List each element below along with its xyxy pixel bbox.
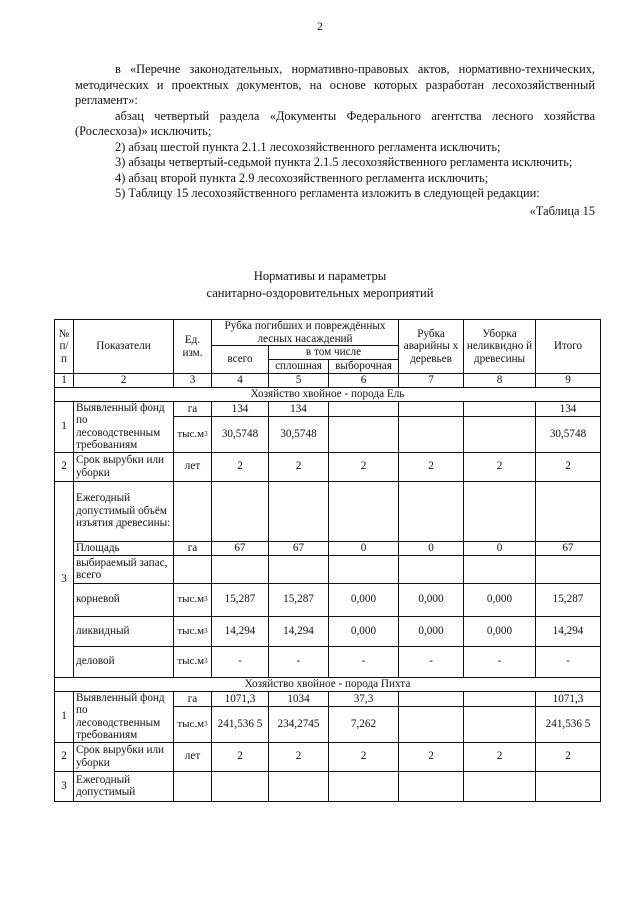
header-total-all: всего [212, 346, 269, 374]
cell: 2 [269, 452, 329, 481]
paragraph: 5) Таблицу 15 лесохозяйственного регламента изложить в следующей редакции: [115, 186, 540, 200]
paragraph: 4) абзац второй пункта 2.9 лесохозяйственного регламента исключить; [115, 170, 489, 185]
cell: 0,000 [329, 583, 399, 616]
cell: 30,5748 [536, 417, 601, 452]
cell: 37,3 [329, 691, 399, 707]
cell [399, 691, 464, 707]
cell: 0,000 [329, 616, 399, 646]
cell: - [329, 646, 399, 677]
label-business: деловой [74, 646, 174, 677]
cell: 2 [269, 742, 329, 771]
body-text [75, 62, 595, 219]
table-reference: «Таблица 15 [529, 203, 595, 218]
cell: 30,5748 [212, 417, 269, 452]
cell: 2 [536, 452, 601, 481]
col-number: 5 [269, 374, 329, 388]
cell: 7,262 [329, 707, 399, 742]
unit-years: лет [174, 452, 212, 481]
paragraph: 2) абзац шестой пункта 2.1.1 лесохозяйственного регламента исключить; [115, 139, 501, 154]
cell: 2 [399, 452, 464, 481]
cell: 241,536 5 [536, 707, 601, 742]
col-number: 4 [212, 374, 269, 388]
col-number: 9 [536, 374, 601, 388]
col-number: 7 [399, 374, 464, 388]
cell: 67 [212, 541, 269, 555]
label-fund: Выявленный фонд по лесоводственным требованиям [74, 691, 174, 742]
row-num: 2 [55, 742, 74, 771]
cell: 30,5748 [269, 417, 329, 452]
label-deadline: Срок вырубки или уборки [74, 452, 174, 481]
cell [399, 401, 464, 417]
cell [464, 691, 536, 707]
cell: 15,287 [212, 583, 269, 616]
cell: 1071,3 [536, 691, 601, 707]
unit-ha: га [174, 401, 212, 417]
table-title [0, 268, 640, 302]
header-selective: выборочная [329, 360, 399, 374]
cell: 2 [212, 452, 269, 481]
unit-m3: тыс.м3 [174, 646, 212, 677]
unit-years: лет [174, 742, 212, 771]
col-number: 3 [174, 374, 212, 388]
col-number: 6 [329, 374, 399, 388]
unit-m3: тыс.м3 [174, 707, 212, 742]
cell [464, 417, 536, 452]
label-area: Площадь [74, 541, 174, 555]
cell: 0,000 [399, 616, 464, 646]
paragraph: абзац четвертый раздела «Документы Федерального агентства лесного хозяйства (Рослесхоза)» исключить; [75, 108, 595, 138]
cell: 2 [329, 452, 399, 481]
unit-m3: тыс.м3 [174, 616, 212, 646]
header-felling-dead: Рубка погибших и повреждённых лесных насаждений [212, 320, 399, 346]
cell: 15,287 [269, 583, 329, 616]
col-number: 1 [55, 374, 74, 388]
header-unit: Ед. изм. [174, 320, 212, 374]
unit-ha: га [174, 541, 212, 555]
col-number: 2 [74, 374, 174, 388]
unit-ha: га [174, 691, 212, 707]
label-annual: Ежегодный допустимый объём изъятия древесины: [74, 481, 174, 541]
unit-m3: тыс.м3 [174, 583, 212, 616]
label-stock: выбираемый запас, всего [74, 555, 174, 583]
header-solid: сплошная [269, 360, 329, 374]
cell: 0 [464, 541, 536, 555]
section-fir: Хозяйство хвойное - порода Пихта [55, 677, 601, 691]
header-num: № п/ п [55, 320, 74, 374]
cell: 241,536 5 [212, 707, 269, 742]
cell: 0,000 [399, 583, 464, 616]
label-annual-short: Ежегодный допустимый [74, 771, 174, 801]
header-indicator: Показатели [74, 320, 174, 374]
cell [399, 707, 464, 742]
cell: 2 [212, 742, 269, 771]
page-number: 2 [317, 19, 323, 33]
label-liquid: ликвидный [74, 616, 174, 646]
cell: 2 [329, 742, 399, 771]
header-cleanup: Уборка неликвидно й древесины [464, 320, 536, 374]
cell: 0 [329, 541, 399, 555]
cell: 134 [212, 401, 269, 417]
cell: - [399, 646, 464, 677]
col-number: 8 [464, 374, 536, 388]
header-including: в том числе [269, 346, 399, 360]
cell: - [269, 646, 329, 677]
row-num: 2 [55, 452, 74, 481]
cell: 134 [269, 401, 329, 417]
cell: 1071,3 [212, 691, 269, 707]
cell [464, 707, 536, 742]
cell: 0,000 [464, 616, 536, 646]
label-root: корневой [74, 583, 174, 616]
cell: 2 [399, 742, 464, 771]
label-deadline: Срок вырубки или уборки [74, 742, 174, 771]
header-total: Итого [536, 320, 601, 374]
cell: - [536, 646, 601, 677]
cell: 134 [536, 401, 601, 417]
cell: 67 [536, 541, 601, 555]
cell: 234,2745 [269, 707, 329, 742]
norms-table [54, 319, 601, 802]
cell: - [212, 646, 269, 677]
paragraph: 3) абзацы четвертый-седьмой пункта 2.1.5 лесохозяйственного регламента исключить; [115, 155, 573, 169]
section-spruce: Хозяйство хвойное - порода Ель [55, 387, 601, 401]
cell: 0 [399, 541, 464, 555]
cell [329, 401, 399, 417]
row-num: 3 [55, 771, 74, 801]
cell [464, 401, 536, 417]
unit-m3: тыс.м3 [174, 417, 212, 452]
cell: 2 [536, 742, 601, 771]
cell: 0,000 [464, 583, 536, 616]
cell: - [464, 646, 536, 677]
title-line-1: Нормативы и параметры [253, 269, 387, 283]
cell: 14,294 [269, 616, 329, 646]
label-fund: Выявленный фонд по лесоводственным требованиям [74, 401, 174, 452]
row-num: 1 [55, 401, 74, 452]
cell: 2 [464, 452, 536, 481]
cell: 2 [464, 742, 536, 771]
cell [329, 417, 399, 452]
paragraph: в «Перечне законодательных, нормативно-правовых актов, нормативно-технических, методических и проектных документов, на основе которых разработан лесохозяйственный регламент»: [75, 62, 595, 107]
cell: 14,294 [536, 616, 601, 646]
header-emergency: Рубка аварийны х деревьев [399, 320, 464, 374]
cell [399, 417, 464, 452]
title-line-2: санитарно-оздоровительных мероприятий [206, 286, 434, 300]
cell: 14,294 [212, 616, 269, 646]
cell: 67 [269, 541, 329, 555]
cell: 15,287 [536, 583, 601, 616]
cell: 1034 [269, 691, 329, 707]
row-num: 3 [55, 481, 74, 677]
row-num: 1 [55, 691, 74, 742]
